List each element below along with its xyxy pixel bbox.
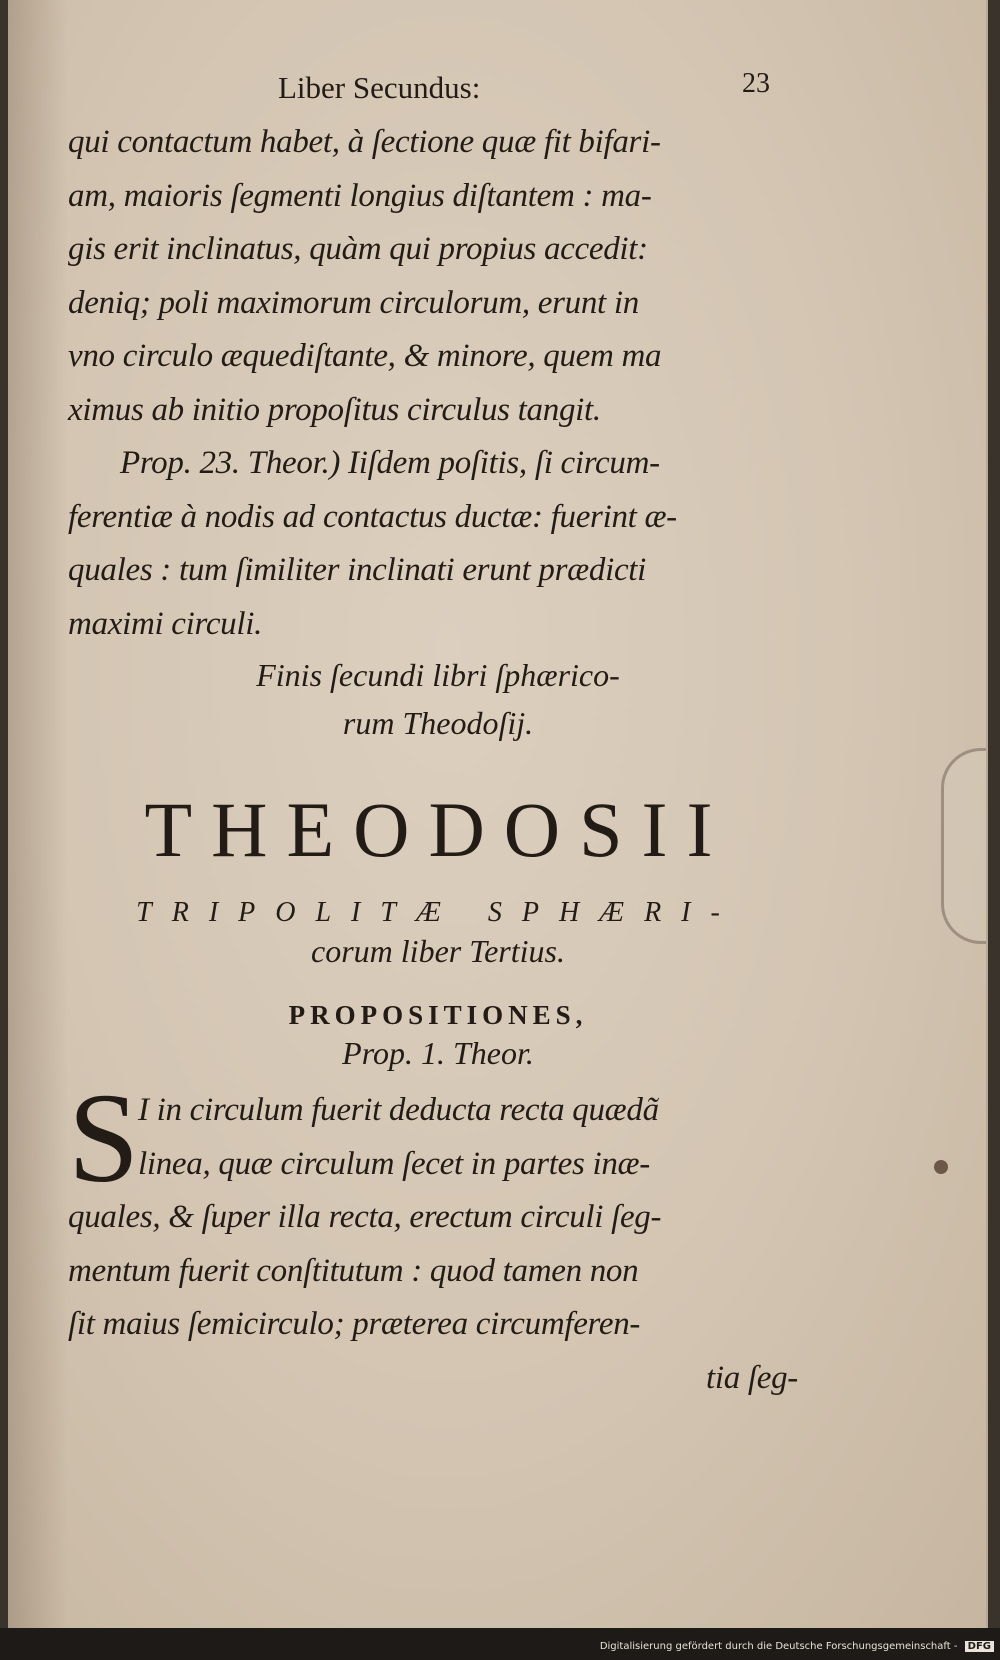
page-header [68, 62, 808, 116]
text-line: qui contactum habet, à ſectione quæ fit bifari- [68, 124, 661, 160]
catchword: tia ſeg- [706, 1359, 798, 1396]
text-line: vno circulo æquediſtante, & minore, quem ma [68, 338, 662, 374]
text-line: ferentiæ à nodis ad contactus ductæ: fuerint æ- [68, 498, 677, 535]
finis-note [68, 651, 808, 747]
ink-stain [934, 1160, 948, 1174]
page-clip [941, 748, 988, 944]
text-line: maximi circuli. [68, 605, 263, 642]
text-line: ximus ab initio propoſitus circulus tangit. [68, 391, 601, 428]
page-text [68, 62, 808, 1405]
text-line: Finis ſecundi libri ſphærico- [256, 657, 620, 693]
text-line: linea, quæ circulum ſecet in partes inæ- [138, 1145, 650, 1182]
book-subtitle-continued: corum liber Tertius. [311, 933, 565, 969]
text-line: I in circulum fuerit deducta recta quædã [138, 1092, 659, 1128]
proposition-heading: Prop. 1. Theor. [342, 1035, 534, 1071]
book-subtitle: TRIPOLITÆ SPHÆRI- [136, 897, 740, 928]
section-heading: PROPOSITIONES, [288, 1000, 588, 1030]
running-head: Liber Secundus: [278, 70, 481, 105]
dfg-logo: DFG [965, 1641, 994, 1652]
text-line: quales, & ſuper illa recta, erectum circuli ſeg- [68, 1199, 662, 1235]
proposition-23 [68, 437, 808, 651]
book-title: THEODOSII [144, 786, 732, 873]
text-line: mentum fuerit conſtitutum : quod tamen non [68, 1252, 639, 1289]
footer-bar [0, 1628, 1000, 1660]
text-line: deniq; poli maximorum circulorum, erunt in [68, 284, 639, 321]
text-line: gis erit inclinatus, quàm qui propius accedit: [68, 231, 648, 267]
proposition-1-text [68, 1067, 808, 1405]
drop-cap: S [68, 1067, 140, 1209]
upper-paragraph [68, 116, 808, 437]
text-line: rum Theodoſij. [342, 705, 534, 741]
page-number: 23 [742, 68, 770, 99]
text-line: quales : tum ſimiliter inclinati erunt prædicti [68, 552, 647, 588]
text-line: Prop. 23. Theor.) Iiſdem poſitis, ſi circum- [120, 445, 660, 481]
text-line: ſit maius ſemicirculo; præterea circumferen- [68, 1306, 641, 1342]
text-line: am, maioris ſegmenti longius diſtantem : ma- [68, 177, 652, 214]
book-page [8, 0, 988, 1628]
footer-credit-text: Digitalisierung gefördert durch die Deutsche Forschungsgemeinschaft - [599, 1641, 958, 1652]
footer-credit [600, 1641, 994, 1652]
